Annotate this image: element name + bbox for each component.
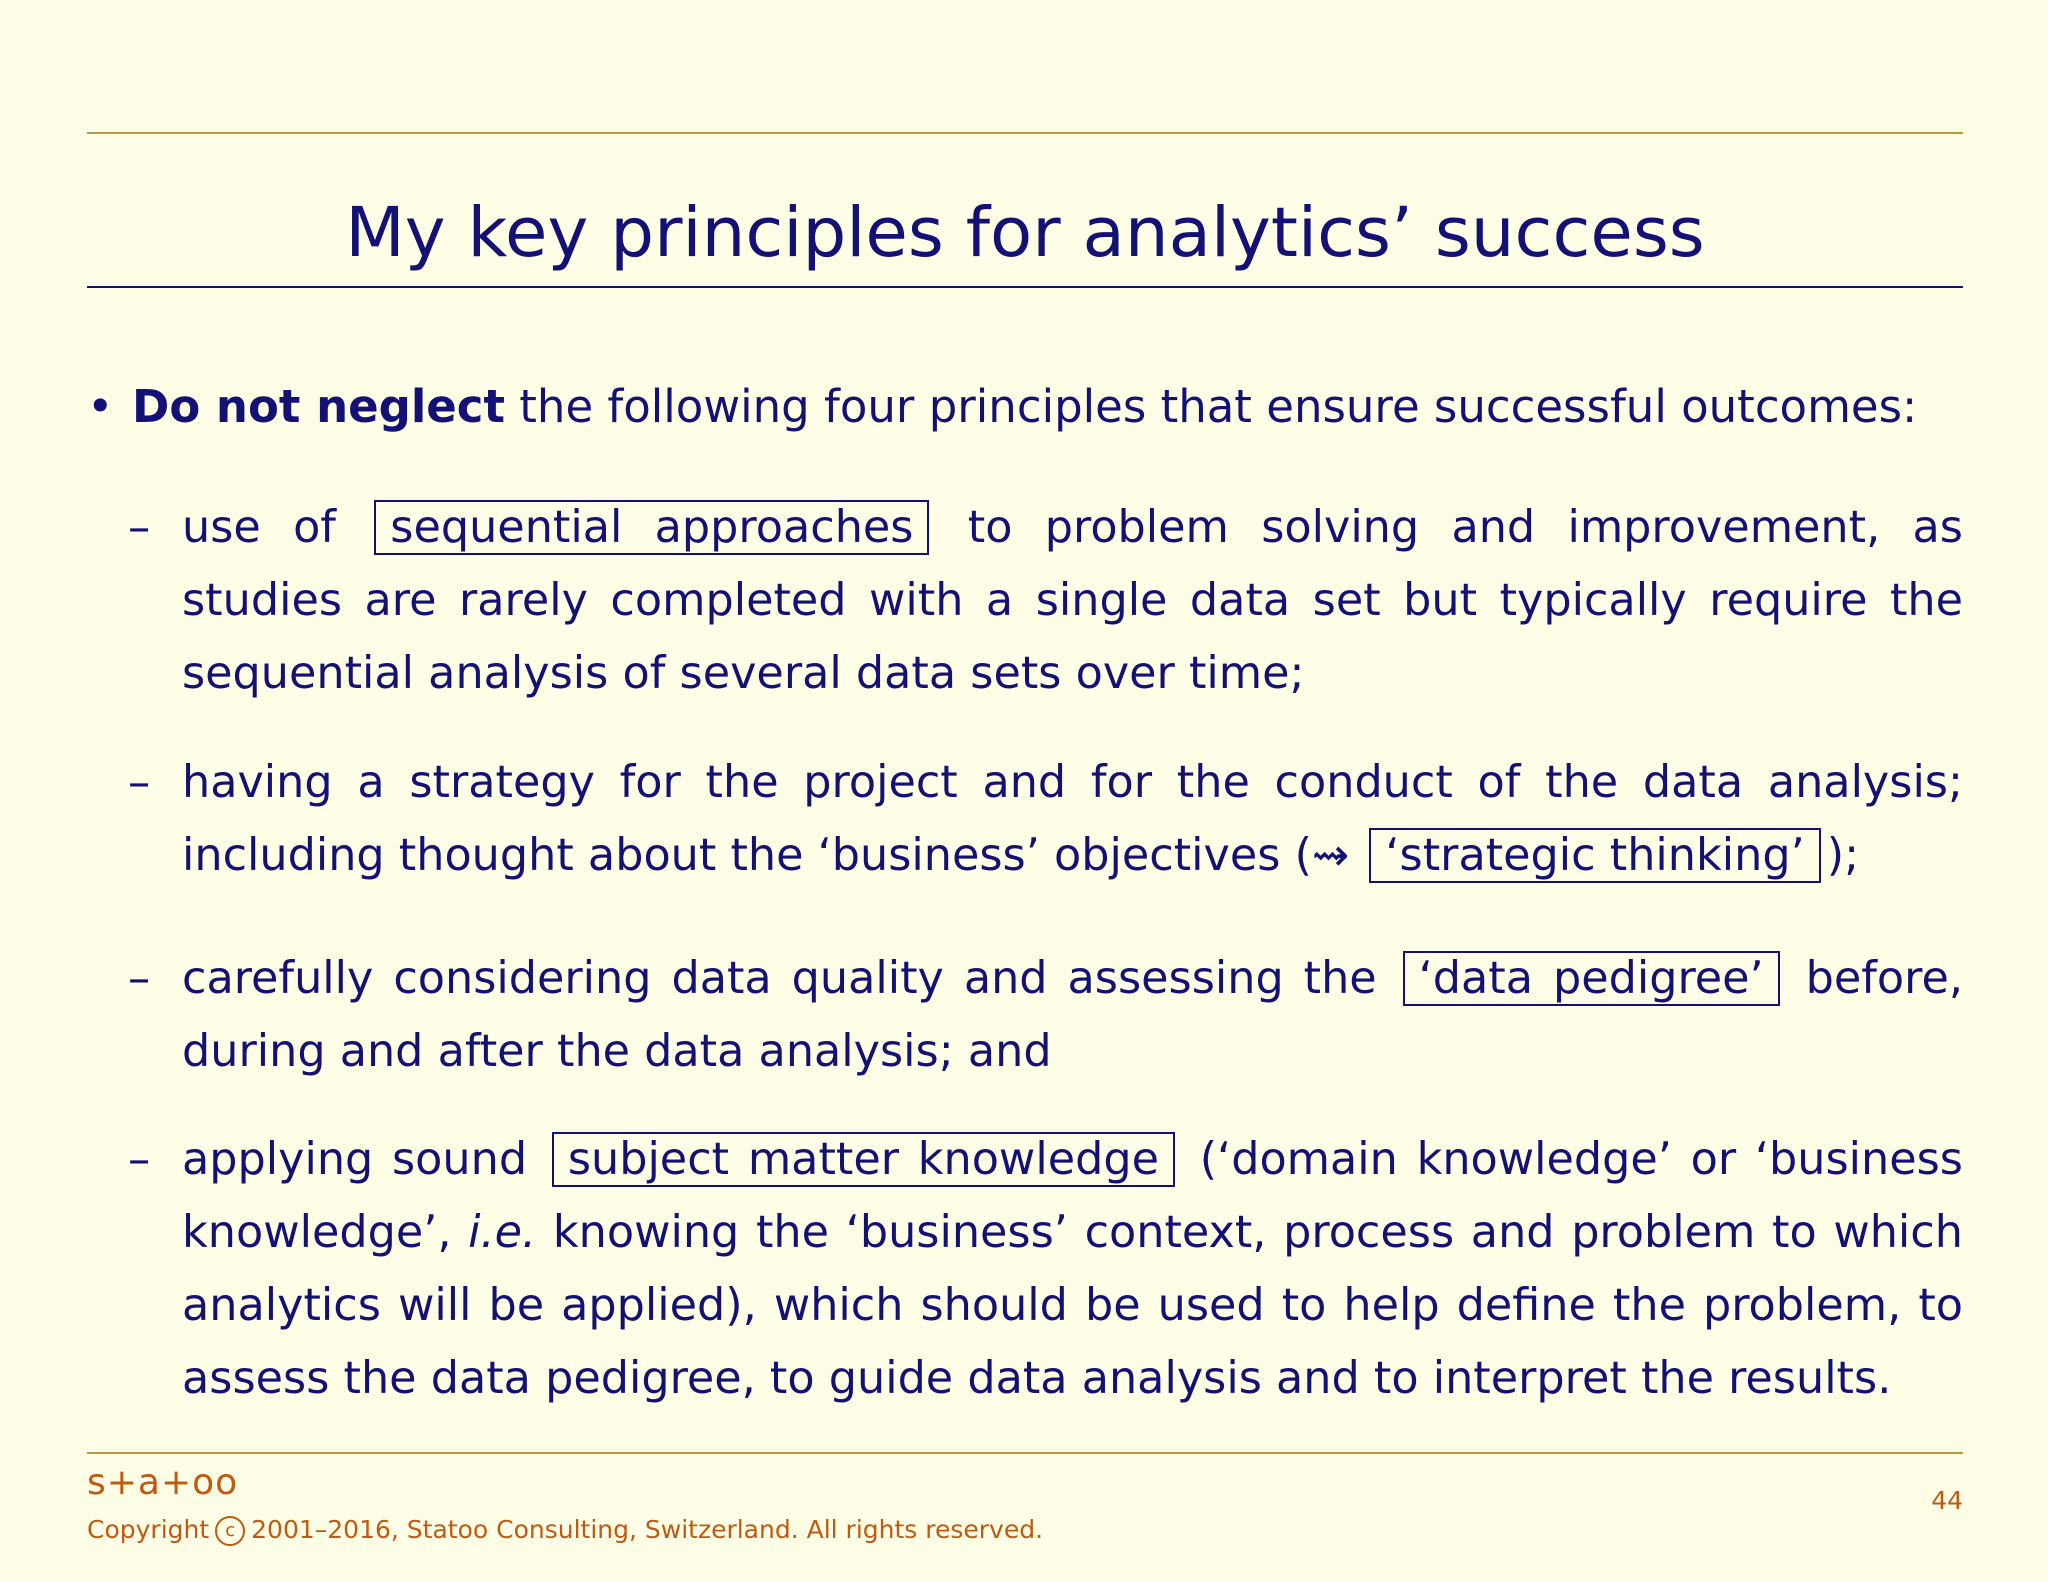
principle-text-before: carefully considering data quality and assessing the (182, 953, 1377, 1004)
principle-text (182, 1123, 1963, 1415)
principle-text-after: ); (1826, 830, 1860, 881)
header-rule (87, 132, 1963, 134)
principle-text-before: having a strategy for the project and for the conduct of the data analysis; including thought about the ‘business’ objectives (⇝ (182, 757, 1963, 881)
principle-item-2 (128, 746, 1963, 892)
dash-marker: – (128, 1134, 151, 1185)
copyright-prefix: Copyright (87, 1515, 210, 1544)
principle-text (182, 491, 1963, 710)
boxed-term: ‘strategic thinking’ (1369, 828, 1820, 883)
principle-text (182, 746, 1963, 892)
principle-item-4 (128, 1123, 1963, 1415)
principle-text (182, 942, 1963, 1088)
boxed-term: sequential approaches (374, 500, 929, 555)
boxed-term: subject matter knowledge (552, 1132, 1175, 1187)
principle-text-after-a: (‘domain knowledge’ or ‘business knowledge’, (182, 1134, 1963, 1258)
slide-title: My key principles for analytics’ success (345, 193, 1705, 273)
principle-text-after: to problem solving and improvement, as studies are rarely completed with a single data set but typically require the sequential analysis of several data sets over time; (182, 502, 1963, 699)
footer-rule (87, 1452, 1963, 1454)
dash-marker: – (128, 757, 151, 808)
page-number: 44 (1931, 1486, 1963, 1515)
copyright-text: 2001–2016, Statoo Consulting, Switzerland. All rights reserved. (251, 1515, 1044, 1544)
principle-item-1 (128, 491, 1963, 710)
title-underline (87, 286, 1963, 288)
principle-item-3 (128, 942, 1963, 1088)
principle-text-italic: i.e. (468, 1207, 537, 1258)
boxed-term: ‘data pedigree’ (1403, 951, 1780, 1006)
intro-bold: Do not neglect (132, 380, 505, 433)
dash-marker: – (128, 953, 151, 1004)
statoo-logo: s+a+oo (87, 1462, 239, 1503)
intro-text: the following four principles that ensure successful outcomes: (504, 380, 1918, 433)
copyright-line (87, 1515, 1043, 1546)
principle-text-before: applying sound (182, 1134, 528, 1185)
principle-text-before: use of (182, 502, 336, 553)
principle-text-after-b: knowing the ‘business’ context, process and problem to which analytics will be applied), which should be used to help define the problem, to assess the data pedigree, to guide data analysis and to interpret the results. (182, 1207, 1963, 1404)
intro-bullet (87, 377, 1963, 437)
copyright-icon: c (215, 1516, 245, 1546)
bullet-dot: • (87, 380, 114, 433)
dash-marker: – (128, 502, 151, 553)
principle-text-after: before, during and after the data analysis; and (182, 953, 1963, 1077)
